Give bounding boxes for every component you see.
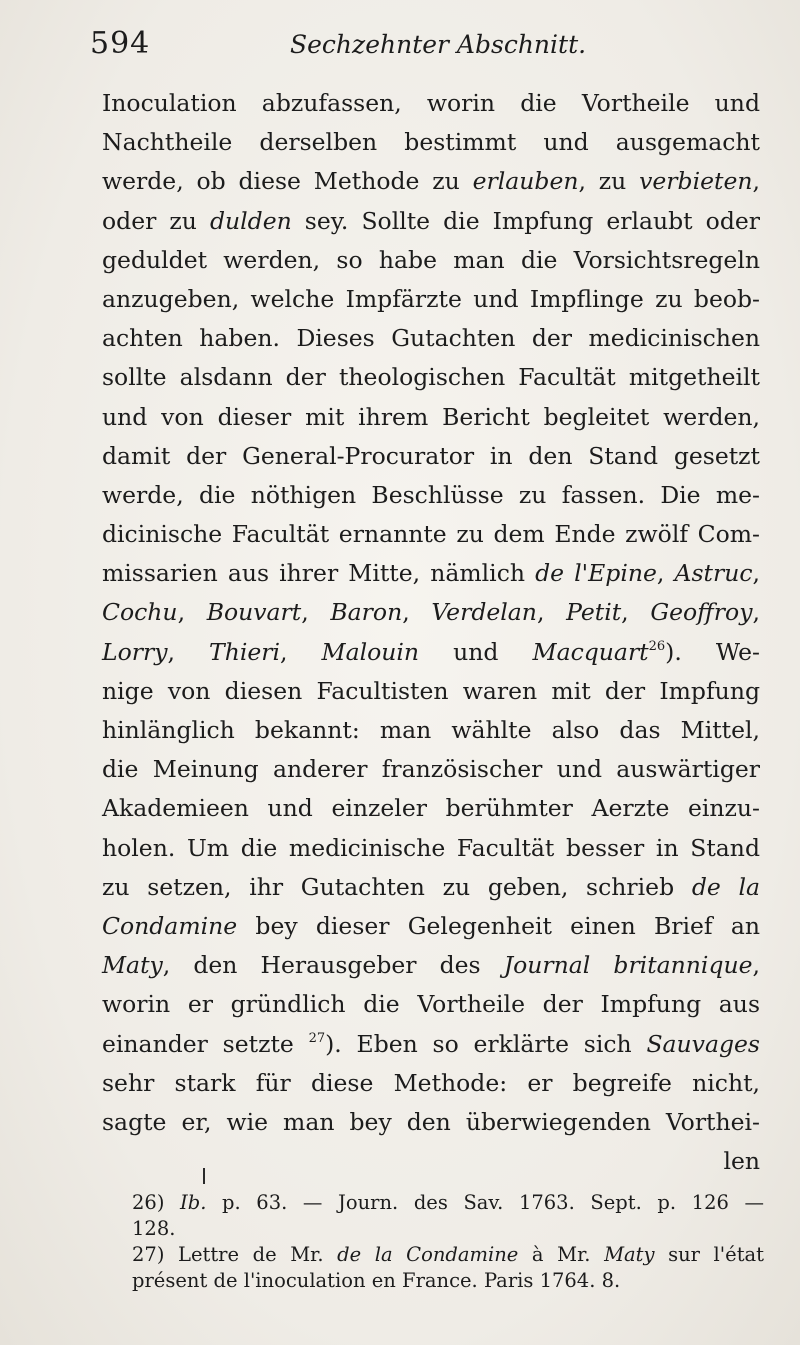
text-run: ,: [301, 598, 331, 627]
body-line: [102, 515, 760, 554]
text-run: sur l'état: [654, 1243, 764, 1266]
body-line: [102, 633, 760, 672]
text-run: Verdelan: [431, 598, 537, 627]
text-run: 26): [132, 1191, 181, 1214]
text-run: holen. Um die medicinische Facultät besser in Stand: [102, 833, 760, 862]
text-run: einander setzte: [102, 1029, 309, 1058]
text-run: len: [723, 1147, 760, 1176]
text-run: ,: [752, 167, 760, 196]
body-line: [102, 398, 760, 437]
text-run: anzugeben, welche Impfärzte und Impflinge zu beob-: [102, 284, 760, 313]
footnote-mark: [203, 1168, 205, 1184]
body-line: [102, 358, 760, 397]
text-run: die Meinung anderer französischer und auswärtiger: [102, 755, 760, 784]
text-run: ,: [621, 598, 651, 627]
text-run: sey. Sollte die Impfung erlaubt oder: [291, 206, 761, 235]
text-run: dicinische Facultät ernannte zu dem Ende zwölf Com-: [102, 520, 760, 549]
text-run: zu setzen, ihr Gutachten zu geben, schrieb: [102, 872, 692, 901]
body-line: [102, 84, 760, 123]
text-run: de la Condamine: [337, 1243, 519, 1266]
body-line: [102, 829, 760, 868]
text-run: ). Eben so erklärte sich: [325, 1029, 647, 1058]
text-run: werde, ob diese Methode zu: [102, 167, 473, 196]
body-line: [102, 1142, 760, 1181]
text-run: ,: [167, 637, 210, 666]
text-run: hinlänglich bekannt: man wählte also das Mittel,: [102, 716, 760, 744]
text-run: Geoffroy: [650, 598, 753, 627]
text-run: de la: [691, 872, 761, 901]
body-line: [102, 202, 760, 241]
text-run: achten haben. Dieses Gutachten der medicinischen: [102, 324, 760, 353]
text-run: sollte alsdann der theologischen Facultät mitgetheilt: [102, 363, 760, 392]
body-line: [102, 868, 760, 907]
body-line: [102, 162, 760, 201]
text-run: ,: [536, 598, 567, 627]
running-title: Sechzehnter Abschnitt.: [290, 30, 587, 59]
page-number: 594: [90, 26, 151, 61]
text-run: 27) Lettre de Mr.: [132, 1243, 338, 1266]
text-run: Condamine: [102, 911, 238, 940]
text-run: Malouin: [321, 637, 420, 666]
text-run: ,: [656, 559, 675, 588]
body-line: [102, 1025, 760, 1064]
text-run: Sauvages: [646, 1029, 760, 1058]
text-run: p. 63. — Journ. des Sav. 1763. Sept. p. 126 —: [206, 1191, 764, 1214]
text-run: worin er gründlich die Vortheile der Impfung aus: [102, 990, 760, 1019]
text-run: Cochu: [102, 598, 178, 627]
text-run: missarien aus ihrer Mitte, nämlich: [102, 559, 536, 588]
text-run: , den Herausgeber des: [162, 951, 504, 980]
text-run: Maty: [102, 951, 163, 980]
text-run: ). We-: [665, 637, 760, 666]
text-run: Thieri: [209, 637, 281, 666]
body-line: [102, 672, 760, 711]
text-run: Macquart: [532, 637, 649, 666]
body-line: [102, 711, 760, 750]
text-run: Baron: [330, 598, 403, 627]
text-run: ,: [402, 598, 432, 627]
text-run: und von dieser mit ihrem Bericht begleitet werden,: [102, 402, 760, 431]
text-run: ,: [280, 637, 322, 666]
footnote-line: [132, 1242, 764, 1268]
text-run: bey dieser Gelegenheit einen Brief an: [237, 911, 760, 940]
footnotes: [132, 1190, 764, 1294]
body-line: [102, 1064, 760, 1103]
body-line: [102, 789, 760, 828]
text-run: ,: [752, 559, 760, 588]
text-run: dulden: [209, 206, 292, 235]
text-run: Inoculation abzufassen, worin die Vortheile und: [102, 89, 760, 117]
body-line: [102, 437, 760, 476]
text-run: geduldet werden, so habe man die Vorsichtsregeln: [102, 245, 760, 274]
body-line: [102, 241, 760, 280]
text-run: sagte er, wie man bey den überwiegenden Vorthei-: [102, 1107, 760, 1136]
text-run: à Mr.: [518, 1243, 605, 1266]
text-run: ,: [752, 598, 760, 627]
text-run: ,: [177, 598, 207, 627]
body-line: [102, 319, 760, 358]
body-line: [102, 593, 760, 632]
text-run: Nachtheile derselben bestimmt und ausgemacht: [102, 128, 760, 157]
text-run: de l'Epine: [535, 559, 657, 588]
text-run: ,: [752, 951, 761, 980]
text-run: Maty: [604, 1243, 655, 1266]
footnote-ref: 26: [648, 638, 666, 654]
text-run: Lorry: [102, 637, 168, 666]
text-run: Bouvart: [206, 598, 302, 627]
text-run: sehr stark für diese Methode: er begreife nicht,: [102, 1068, 760, 1097]
text-run: verbieten: [639, 167, 753, 196]
footnote-line: [132, 1190, 764, 1216]
footnote-line: [132, 1268, 764, 1294]
footnote-ref: 27: [308, 1030, 326, 1046]
body-line: [102, 907, 760, 946]
text-run: Ib.: [180, 1191, 207, 1214]
body-line: [102, 123, 760, 162]
body-line: [102, 476, 760, 515]
text-run: werde, die nöthigen Beschlüsse zu fassen. Die me-: [102, 480, 760, 509]
text-run: 128.: [132, 1217, 176, 1240]
text-run: Akademieen und einzeler berühmter Aerzte einzu-: [102, 794, 760, 823]
body-line: [102, 946, 760, 985]
page-header: [90, 26, 760, 70]
body-text: [102, 84, 760, 1181]
text-run: und: [419, 637, 533, 666]
text-run: Astruc: [674, 559, 753, 588]
text-run: Petit: [566, 598, 622, 627]
text-run: présent de l'inoculation en France. Paris 1764. 8.: [132, 1269, 621, 1292]
text-run: damit der General-Procurator in den Stand gesetzt: [102, 441, 760, 470]
body-line: [102, 280, 760, 319]
body-line: [102, 750, 760, 789]
body-line: [102, 554, 760, 593]
body-line: [102, 1103, 760, 1142]
text-run: nige von diesen Facultisten waren mit der Impfung: [102, 676, 760, 705]
footnote-line: [132, 1216, 764, 1242]
text-run: Journal britannique: [503, 951, 753, 980]
body-line: [102, 985, 760, 1024]
text-run: erlauben: [472, 167, 579, 196]
text-run: , zu: [578, 167, 640, 196]
text-run: oder zu: [102, 206, 210, 235]
